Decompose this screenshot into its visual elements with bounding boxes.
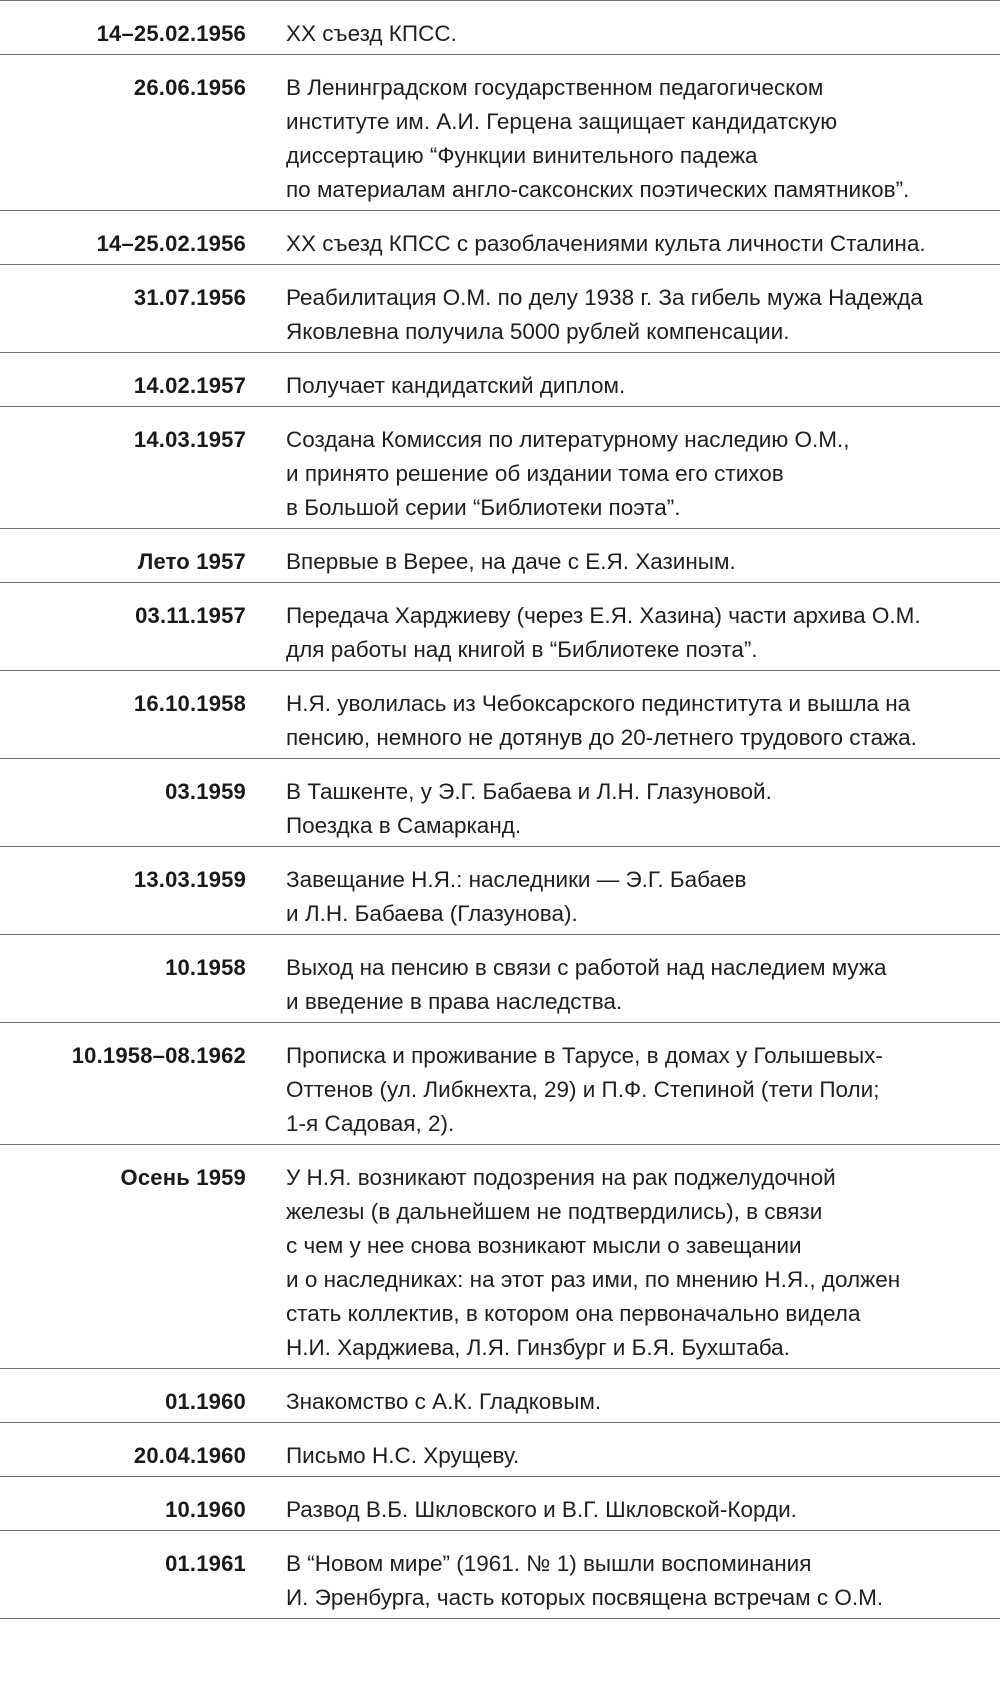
entry-date: 16.10.1958 bbox=[133, 691, 246, 716]
entry-text-line: и о наследниках: на этот раз ими, по мнению Н.Я., должен bbox=[286, 1267, 901, 1292]
chronology-row bbox=[0, 759, 1000, 847]
chronology-row bbox=[0, 1023, 1000, 1145]
entry-date: 14–25.02.1956 bbox=[96, 231, 246, 256]
entry-text-line: Письмо Н.С. Хрущеву. bbox=[286, 1443, 520, 1468]
chronology-row bbox=[0, 55, 1000, 211]
entry-text bbox=[246, 545, 1000, 579]
entry-text-line: XX съезд КПСС с разоблачениями культа личности Сталина. bbox=[286, 231, 926, 256]
entry-text-line: по материалам англо-саксонских поэтических памятников”. bbox=[286, 177, 910, 202]
entry-date: 01.1960 bbox=[165, 1389, 246, 1414]
entry-text-line: 1-я Садовая, 2). bbox=[286, 1111, 455, 1136]
entry-text bbox=[246, 1439, 1000, 1473]
entry-text-line: в Большой серии “Библиотеки поэта”. bbox=[286, 495, 681, 520]
entry-text-line: Выход на пенсию в связи с работой над наследием мужа bbox=[286, 955, 887, 980]
entry-text-line: Оттенов (ул. Либкнехта, 29) и П.Ф. Степиной (тети Поли; bbox=[286, 1077, 880, 1102]
entry-text bbox=[246, 1161, 1000, 1365]
entry-text bbox=[246, 1039, 1000, 1141]
entry-text bbox=[246, 1547, 1000, 1615]
entry-text bbox=[246, 1385, 1000, 1419]
entry-text-line: диссертацию “Функции винительного падежа bbox=[286, 143, 758, 168]
entry-date: 14.02.1957 bbox=[133, 373, 246, 398]
chronology-row bbox=[0, 407, 1000, 529]
chronology-row bbox=[0, 1531, 1000, 1619]
entry-text-line: Впервые в Верее, на даче с Е.Я. Хазиным. bbox=[286, 549, 736, 574]
chronology-row bbox=[0, 1, 1000, 55]
entry-text-line: и введение в права наследства. bbox=[286, 989, 623, 1014]
entry-text-line: В “Новом мире” (1961. № 1) вышли воспоминания bbox=[286, 1551, 812, 1576]
entry-text-line: Н.И. Харджиева, Л.Я. Гинзбург и Б.Я. Бухштаба. bbox=[286, 1335, 790, 1360]
chronology-row bbox=[0, 1423, 1000, 1477]
entry-text-line: и принято решение об издании тома его стихов bbox=[286, 461, 784, 486]
entry-text-line: У Н.Я. возникают подозрения на рак поджелудочной bbox=[286, 1165, 836, 1190]
entry-text-line: Яковлевна получила 5000 рублей компенсации. bbox=[286, 319, 790, 344]
entry-text-line: Н.Я. уволилась из Чебоксарского пединститута и вышла на bbox=[286, 691, 911, 716]
chronology-row bbox=[0, 1369, 1000, 1423]
entry-text bbox=[246, 687, 1000, 755]
entry-date: Осень 1959 bbox=[120, 1165, 246, 1190]
chronology-row bbox=[0, 847, 1000, 935]
entry-text bbox=[246, 227, 1000, 261]
entry-text bbox=[246, 71, 1000, 207]
entry-date: 03.1959 bbox=[165, 779, 246, 804]
entry-text-line: пенсию, немного не дотянув до 20-летнего трудового стажа. bbox=[286, 725, 917, 750]
entry-text-line: стать коллектив, в котором она первоначально видела bbox=[286, 1301, 861, 1326]
entry-text-line: для работы над книгой в “Библиотеке поэта”. bbox=[286, 637, 758, 662]
entry-text bbox=[246, 423, 1000, 525]
chronology-row bbox=[0, 1145, 1000, 1369]
entry-text-line: В Ташкенте, у Э.Г. Бабаева и Л.Н. Глазуновой. bbox=[286, 779, 772, 804]
chronology-row bbox=[0, 265, 1000, 353]
entry-date: 03.11.1957 bbox=[135, 603, 246, 628]
entry-text-line: железы (в дальнейшем не подтвердились), в связи bbox=[286, 1199, 823, 1224]
entry-text-line: Завещание Н.Я.: наследники — Э.Г. Бабаев bbox=[286, 867, 747, 892]
entry-date: Лето 1957 bbox=[137, 549, 246, 574]
entry-text bbox=[246, 775, 1000, 843]
entry-text-line: XX съезд КПСС. bbox=[286, 21, 457, 46]
chronology-row bbox=[0, 935, 1000, 1023]
entry-text-line: И. Эренбурга, часть которых посвящена встречам с О.М. bbox=[286, 1585, 884, 1610]
entry-text-line: Создана Комиссия по литературному наследию О.М., bbox=[286, 427, 850, 452]
entry-text bbox=[246, 369, 1000, 403]
entry-text-line: Получает кандидатский диплом. bbox=[286, 373, 626, 398]
entry-text bbox=[246, 1493, 1000, 1527]
entry-text-line: В Ленинградском государственном педагогическом bbox=[286, 75, 824, 100]
chronology-row bbox=[0, 671, 1000, 759]
entry-text-line: Развод В.Б. Шкловского и В.Г. Шкловской-Корди. bbox=[286, 1497, 797, 1522]
entry-date: 13.03.1959 bbox=[133, 867, 246, 892]
entry-text-line: Передача Харджиеву (через Е.Я. Хазина) части архива О.М. bbox=[286, 603, 921, 628]
entry-date: 14.03.1957 bbox=[133, 427, 246, 452]
entry-text-line: Поездка в Самарканд. bbox=[286, 813, 522, 838]
entry-date: 10.1958 bbox=[165, 955, 246, 980]
chronology-row bbox=[0, 583, 1000, 671]
entry-text-line: Знакомство с А.К. Гладковым. bbox=[286, 1389, 602, 1414]
entry-text bbox=[246, 599, 1000, 667]
entry-date: 31.07.1956 bbox=[133, 285, 246, 310]
entry-date: 26.06.1956 bbox=[133, 75, 246, 100]
entry-text bbox=[246, 863, 1000, 931]
entry-text bbox=[246, 281, 1000, 349]
chronology-row bbox=[0, 211, 1000, 265]
entry-text bbox=[246, 951, 1000, 1019]
entry-date: 14–25.02.1956 bbox=[96, 21, 246, 46]
entry-text-line: с чем у нее снова возникают мысли о завещании bbox=[286, 1233, 802, 1258]
entry-date: 10.1958–08.1962 bbox=[71, 1043, 246, 1068]
chronology-row bbox=[0, 353, 1000, 407]
entry-date: 01.1961 bbox=[165, 1551, 246, 1576]
chronology-row bbox=[0, 1477, 1000, 1531]
chronology-row bbox=[0, 529, 1000, 583]
entry-text-line: и Л.Н. Бабаева (Глазунова). bbox=[286, 901, 578, 926]
entry-text-line: институте им. А.И. Герцена защищает кандидатскую bbox=[286, 109, 838, 134]
entry-text-line: Реабилитация О.М. по делу 1938 г. За гибель мужа Надежда bbox=[286, 285, 923, 310]
entry-text-line: Прописка и проживание в Тарусе, в домах у Голышевых- bbox=[286, 1043, 883, 1068]
entry-date: 20.04.1960 bbox=[133, 1443, 246, 1468]
entry-text bbox=[246, 17, 1000, 51]
entry-date: 10.1960 bbox=[165, 1497, 246, 1522]
